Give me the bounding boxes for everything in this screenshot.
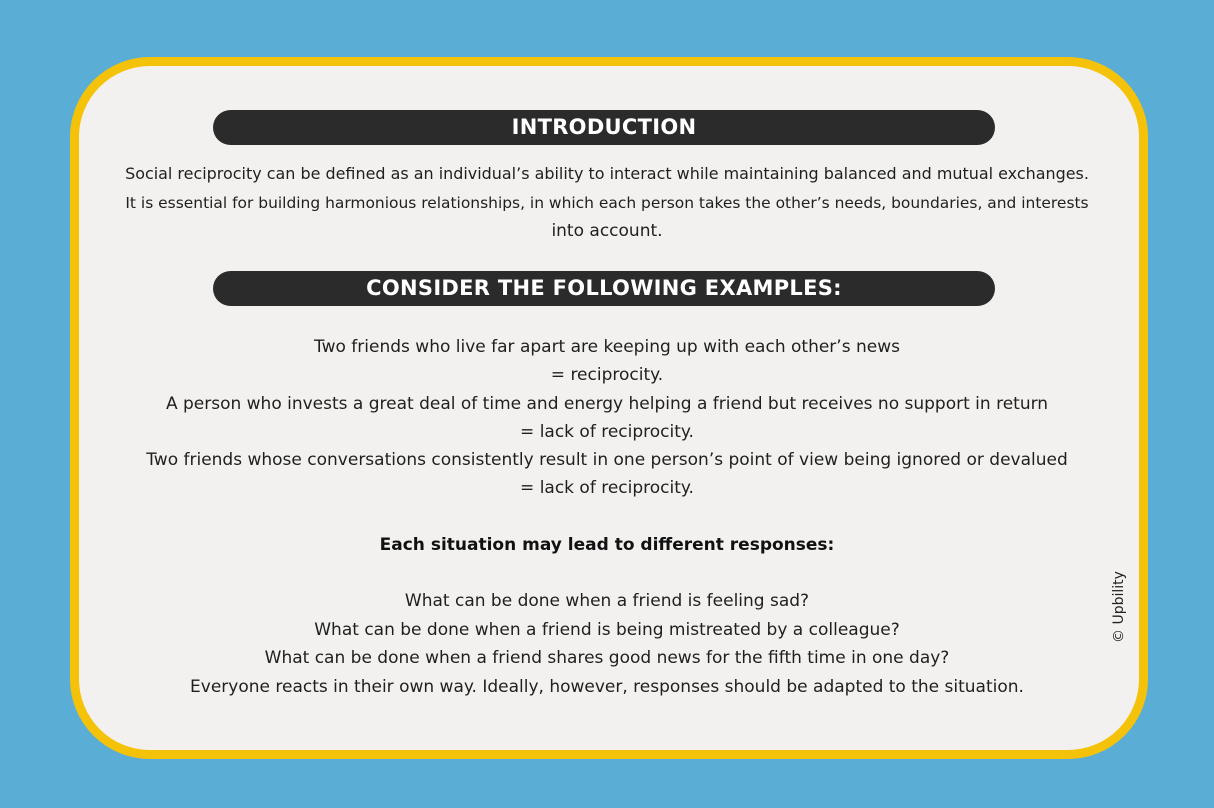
questions-text [120, 587, 1094, 701]
examples-text [120, 333, 1094, 503]
question-line: What can be done when a friend is feeling sad? [404, 591, 810, 611]
question-line: What can be done when a friend shares good news for the fifth time in one day? [264, 648, 950, 668]
intro-line: Social reciprocity can be defined as an individual’s ability to interact while maintaining balanced and mutual exchanges. [125, 164, 1089, 183]
intro-line: It is essential for building harmonious relationships, in which each person takes the other’s needs, boundaries, and interests [125, 193, 1089, 212]
examples-heading: CONSIDER THE FOLLOWING EXAMPLES: [213, 271, 995, 306]
question-line: What can be done when a friend is being mistreated by a colleague? [314, 619, 900, 640]
example-line: = lack of reciprocity. [520, 478, 694, 499]
question-line: Everyone reacts in their own way. Ideally, however, responses should be adapted to the situation. [190, 676, 1024, 697]
introduction-heading: INTRODUCTION [213, 110, 995, 145]
responses-emphasis: Each situation may lead to different responses: [379, 535, 835, 555]
example-line: Two friends whose conversations consistently result in one person’s point of view being ignored or devalued [146, 450, 1068, 471]
example-line: Two friends who live far apart are keeping up with each other’s news [314, 337, 900, 357]
intro-line: into account. [551, 221, 663, 241]
introduction-text [120, 160, 1094, 246]
example-line: = lack of reciprocity. [520, 421, 694, 442]
example-line: = reciprocity. [550, 365, 664, 386]
copyright-notice: © Upbility [1111, 571, 1127, 643]
example-line: A person who invests a great deal of time and energy helping a friend but receives no support in return [165, 393, 1049, 414]
